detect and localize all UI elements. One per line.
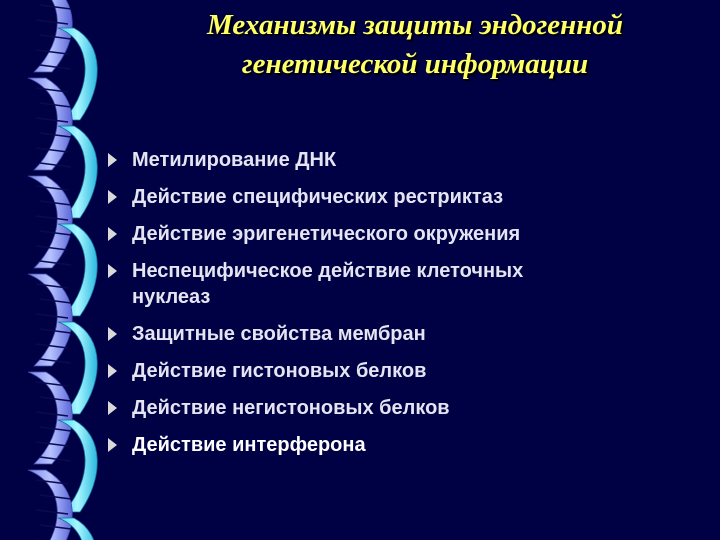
bullet-text: Метилирование ДНК [132, 149, 337, 171]
bullet-item [104, 358, 704, 384]
slide-title [120, 6, 710, 84]
helix-strand-left [28, 470, 72, 540]
bullet-item [104, 147, 704, 173]
title-line-2: генетической информации [241, 48, 589, 80]
bullet-item [104, 221, 704, 247]
bullet-marker-icon [108, 153, 117, 167]
bullet-item [104, 258, 602, 310]
bullet-text: Действие негистоновых белков [132, 397, 450, 419]
bullet-text: Действие эригенетического окружения [132, 223, 521, 245]
bullet-text: Действие интерферона [132, 434, 366, 456]
bullet-marker-icon [108, 438, 117, 452]
bullet-text: Неспецифическое действие клеточных нуклеаз [132, 260, 524, 308]
title-line-1: Механизмы защиты эндогенной [207, 9, 623, 41]
bullet-marker-icon [108, 401, 117, 415]
bullet-text: Действие специфических рестриктаз [132, 186, 504, 208]
bullet-marker-icon [108, 264, 117, 278]
bullet-marker-icon [108, 327, 117, 341]
bullet-marker-icon [108, 364, 117, 378]
bullet-text: Действие гистоновых белков [132, 360, 427, 382]
bullet-list [104, 147, 704, 469]
bullet-item [104, 321, 704, 347]
bullet-marker-icon [108, 227, 117, 241]
bullet-item [104, 184, 704, 210]
bullet-item [104, 432, 704, 458]
bullet-item [104, 395, 704, 421]
bullet-text: Защитные свойства мембран [132, 323, 426, 345]
bullet-marker-icon [108, 190, 117, 204]
dna-helix-decoration [18, 0, 98, 540]
